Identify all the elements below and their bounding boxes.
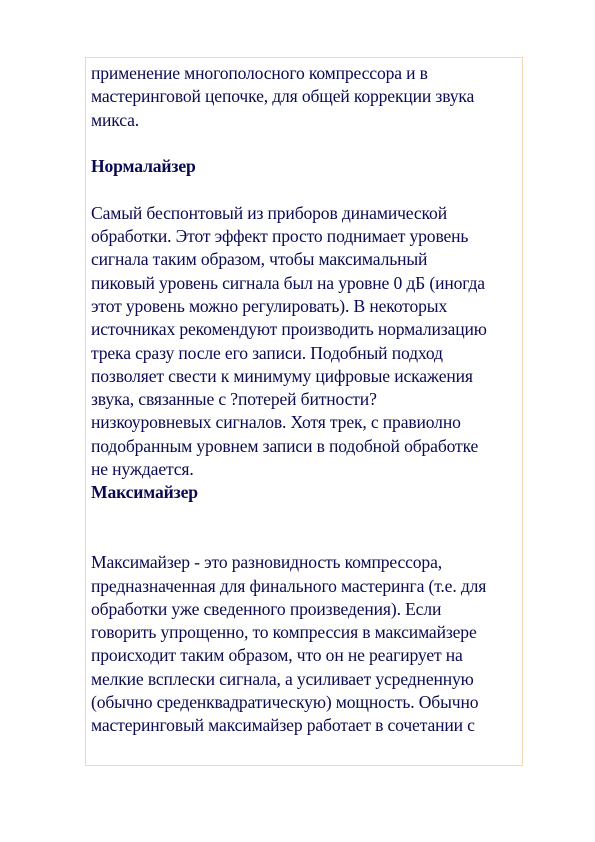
body-line: микса.: [91, 109, 139, 130]
body-line: сигнала таким образом, чтобы максимальный: [91, 249, 428, 270]
body-line: источниках рекомендуют производить нормализацию: [91, 319, 487, 340]
body-line: низкоуровневых сигналов. Хотя трек, с правиолно: [91, 412, 461, 433]
body-line: пиковый уровень сигнала был на уровне 0 дБ (иногда: [91, 272, 485, 293]
body-line: звука, связанные с ?потерей битности?: [91, 389, 377, 410]
body-line: обработки. Этот эффект просто поднимает уровень: [91, 226, 469, 247]
body-line: этот уровень можно регулировать). В некоторых: [91, 295, 448, 316]
body-line: позволяет свести к минимуму цифровые искажения: [91, 365, 473, 386]
body-line: говорить упрощенно, то компрессия в максимайзере: [91, 622, 477, 643]
body-line: трека сразу после его записи. Подобный подход: [91, 342, 443, 363]
body-line: (обычно среденквадратическую) мощность. Обычно: [91, 692, 479, 713]
body-line: предназначенная для финального мастеринга (т.е. для: [91, 575, 487, 596]
body-line: мастеринговой цепочке, для общей коррекции звука: [91, 86, 475, 107]
body-line: мелкие всплески сигнала, а усиливает усредненную: [91, 668, 474, 689]
paragraph-gap: [91, 505, 523, 552]
paragraph-gap: [91, 178, 523, 201]
heading-normalizer: Нормалайзер: [91, 156, 196, 177]
heading-maximizer: Максимайзер: [91, 482, 198, 503]
document-text: [91, 62, 523, 738]
body-line: Максимайзер - это разновидность компрессора,: [91, 552, 442, 573]
paragraph-gap: [91, 132, 523, 155]
body-line: не нуждается.: [91, 459, 194, 480]
body-line: происходит таким образом, что он не реагирует на: [91, 645, 463, 666]
body-line: подобранным уровнем записи в подобной обработке: [91, 435, 479, 456]
body-line: обработки уже сведенного произведения). Если: [91, 598, 442, 619]
body-line: мастеринговый максимайзер работает в сочетании с: [91, 715, 475, 736]
body-line: Самый беспонтовый из приборов динамической: [91, 202, 447, 223]
page-frame: [85, 57, 523, 766]
body-line: применение многополосного компрессора и в: [91, 63, 428, 83]
